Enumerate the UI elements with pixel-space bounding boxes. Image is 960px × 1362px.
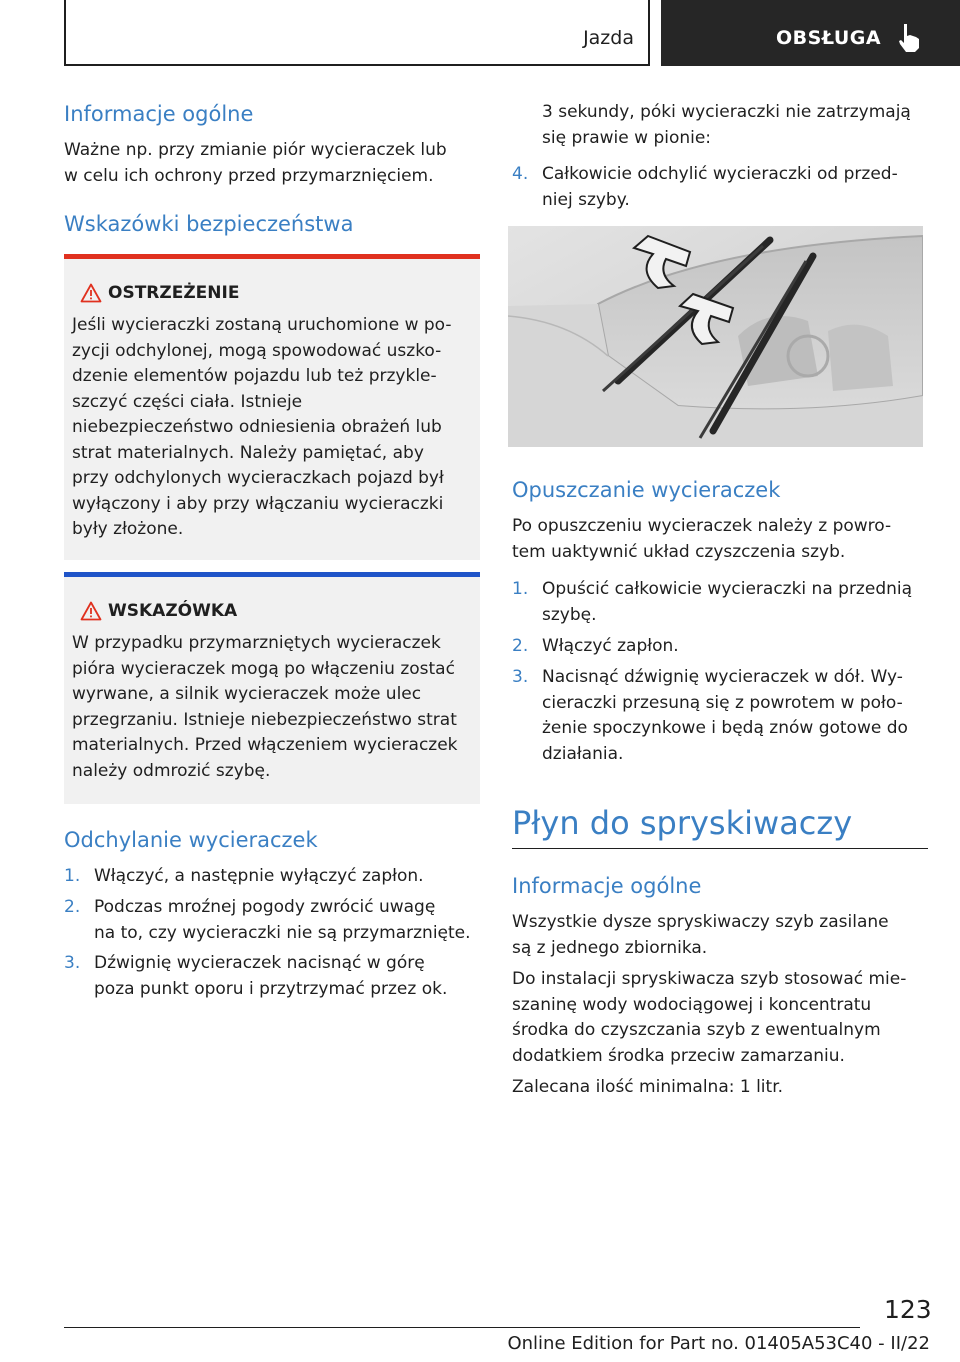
header-chapter-title: OBSŁUGA bbox=[776, 27, 882, 49]
general-info-text: Ważne np. przy zmianie piór wycieraczek lub w celu ich ochrony przed przymarznięciem. bbox=[64, 140, 447, 186]
washer-fluid-rule bbox=[512, 848, 928, 849]
note-box bbox=[64, 577, 480, 804]
warning-box bbox=[64, 259, 480, 560]
washer-general-heading: Informacje ogólne bbox=[512, 874, 702, 898]
continued-step-text: 3 sekundy, póki wycieraczki nie zatrzymają się prawie w pionie: bbox=[542, 102, 911, 148]
lower-wipers-text: Po opuszczeniu wycieraczek należy z powro- tem uaktywnić układ czyszczenia szyb. bbox=[512, 516, 892, 562]
general-info-heading: Informacje ogólne bbox=[64, 102, 254, 126]
note-title: WSKAZÓWKA bbox=[108, 601, 238, 621]
footer-rule bbox=[64, 1327, 860, 1328]
wiper-illustration bbox=[508, 226, 923, 447]
note-triangle-icon bbox=[80, 601, 102, 621]
washer-text-2: Do instalacji spryskiwacza szyb stosować mie- szaninę wody wodociągowej i koncentratu środka do czyszczania szyb z ewentualnym dodatkiem środka przeciw zamarzaniu. bbox=[512, 969, 907, 1066]
fold-heading: Odchylanie wycieraczek bbox=[64, 828, 318, 852]
header-chapter-box bbox=[661, 0, 960, 66]
washer-text-3: Zalecana ilość minimalna: 1 litr. bbox=[512, 1077, 784, 1097]
warning-triangle-icon bbox=[80, 283, 102, 303]
warning-text: Jeśli wycieraczki zostaną uruchomione w po- zycji odchylonej, mogą spowodować uszko- dzenie elementów pojazdu lub też przykle- szczyć części ciała. Istnieje niebezpieczeństwo odniesienia obrażeń lub strat materialnych. Należy pamiętać, aby przy odchylonych wycieraczkach pojazd był wyłączony i aby przy włączaniu wycieraczki były złożone. bbox=[72, 315, 452, 539]
header-section-box bbox=[64, 0, 650, 66]
warning-title: OSTRZEŻENIE bbox=[108, 283, 240, 303]
washer-fluid-heading: Płyn do spryskiwaczy bbox=[512, 804, 853, 842]
washer-text-1: Wszystkie dysze spryskiwaczy szyb zasilane są z jednego zbiornika. bbox=[512, 912, 889, 958]
lower-wipers-heading: Opuszczanie wycieraczek bbox=[512, 478, 781, 502]
note-text: W przypadku przymarzniętych wycieraczek pióra wycieraczek mogą po włączeniu zostać wyrwane, a silnik wycieraczek może ulec przegrzaniu. Istnieje niebezpieczeństwo strat materialnych. Przed włączeniem wycieraczek należy odmrozić szybę. bbox=[72, 633, 458, 781]
hand-pointer-icon bbox=[894, 22, 924, 54]
footer-edition: Online Edition for Part no. 01405A53C40 - II/22 bbox=[507, 1333, 930, 1354]
header-section-title: Jazda bbox=[583, 27, 634, 49]
safety-heading: Wskazówki bezpieczeństwa bbox=[64, 212, 354, 236]
page-number: 123 bbox=[884, 1295, 932, 1324]
